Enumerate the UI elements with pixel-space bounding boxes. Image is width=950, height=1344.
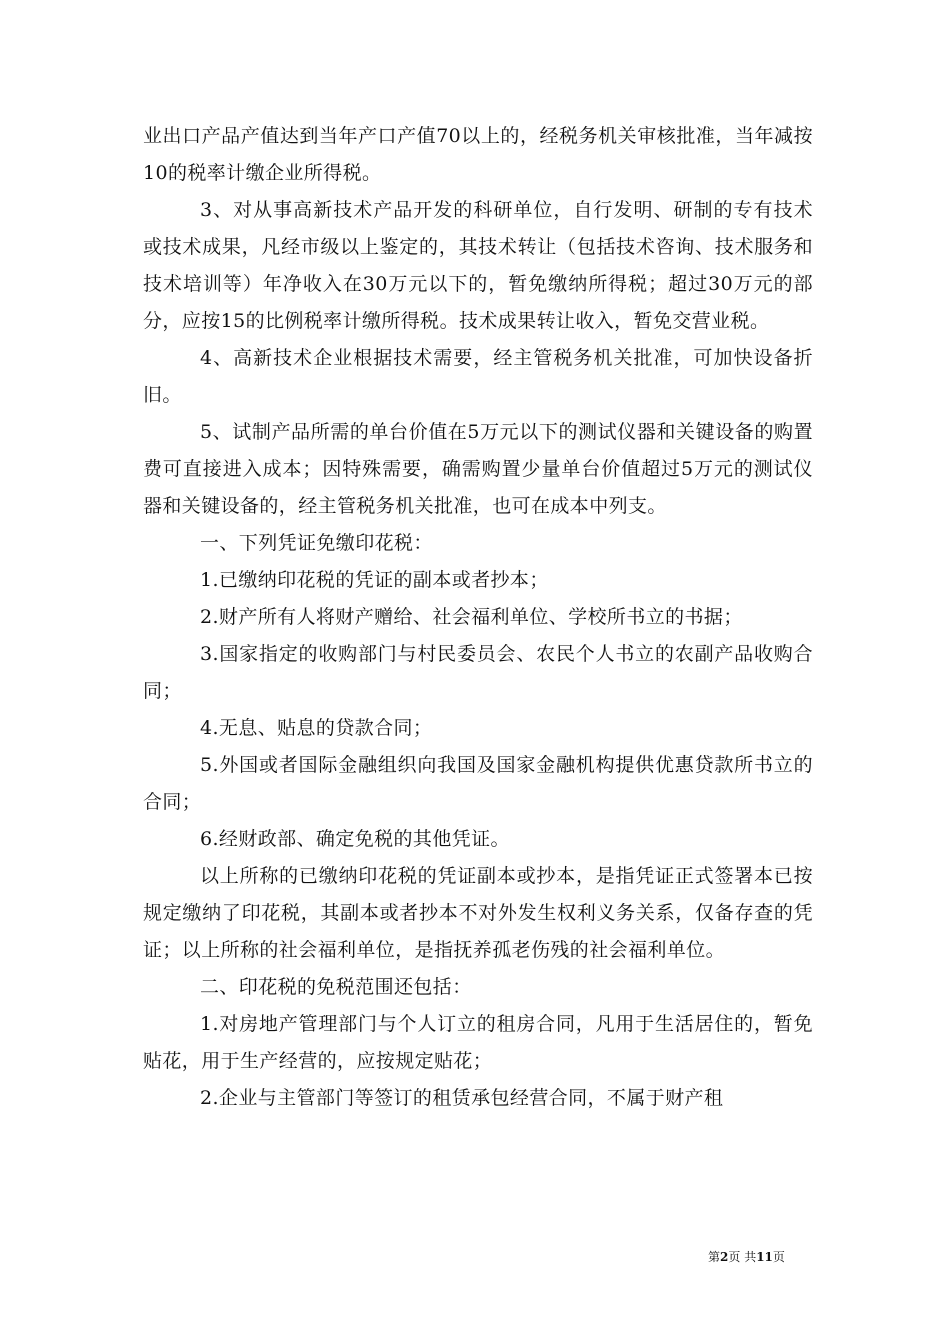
section-heading-exemption-scope: 二、印花税的免税范围还包括：	[200, 976, 472, 998]
paragraph-item-3: 3、对从事高新技术产品开发的科研单位，自行发明、研制的专有技术或技术成果，凡经市级以上鉴定的，其技术转让（包括技术咨询、技术服务和技术培训等）年净收入在30万元以下的，暂免缴纳所得税；超过30万元的部分，应按15的比例税率计缴所得税。技术成果转让收入，暂免交营业税。	[143, 199, 813, 332]
footer-prefix: 第	[708, 1250, 721, 1264]
list-item: 2.财产所有人将财产赠给、社会福利单位、学校所书立的书据；	[200, 606, 743, 628]
total-pages-number: 11	[756, 1250, 773, 1264]
document-body	[143, 118, 813, 1117]
list-item: 6.经财政部、确定免税的其他凭证。	[200, 828, 510, 850]
footer-middle: 页 共	[728, 1250, 757, 1264]
list-item: 2.企业与主管部门等签订的租赁承包经营合同，不属于财产租	[200, 1087, 724, 1109]
section-heading-stamp-duty-exemption: 一、下列凭证免缴印花税：	[200, 532, 433, 554]
list-item: 1.已缴纳印花税的凭证的副本或者抄本；	[200, 569, 549, 591]
paragraph-explanation: 以上所称的已缴纳印花税的凭证副本或抄本，是指凭证正式签署本已按规定缴纳了印花税，其副本或者抄本不对外发生权利义务关系，仅备存查的凭证；以上所称的社会福利单位，是指抚养孤老伤残的社会福利单位。	[143, 865, 813, 961]
list-item: 4.无息、贴息的贷款合同；	[200, 717, 433, 739]
current-page-number: 2	[720, 1250, 729, 1264]
list-item: 3.国家指定的收购部门与村民委员会、农民个人书立的农副产品收购合同；	[143, 643, 813, 702]
list-item: 5.外国或者国际金融组织向我国及国家金融机构提供优惠贷款所书立的合同；	[143, 754, 813, 813]
paragraph-continuation: 业出口产品产值达到当年产口产值70以上的，经税务机关审核批准，当年减按10的税率计缴企业所得税。	[143, 125, 813, 184]
paragraph-item-5: 5、试制产品所需的单台价值在5万元以下的测试仪器和关键设备的购置费可直接进入成本；因特殊需要，确需购置少量单台价值超过5万元的测试仪器和关键设备的，经主管税务机关批准，也可在成本中列支。	[143, 421, 813, 517]
paragraph-item-4: 4、高新技术企业根据技术需要，经主管税务机关批准，可加快设备折旧。	[143, 347, 813, 406]
page-number-footer	[708, 1250, 785, 1264]
list-item: 1.对房地产管理部门与个人订立的租房合同，凡用于生活居住的，暂免贴花，用于生产经营的，应按规定贴花；	[143, 1013, 813, 1072]
footer-suffix: 页	[772, 1250, 785, 1264]
